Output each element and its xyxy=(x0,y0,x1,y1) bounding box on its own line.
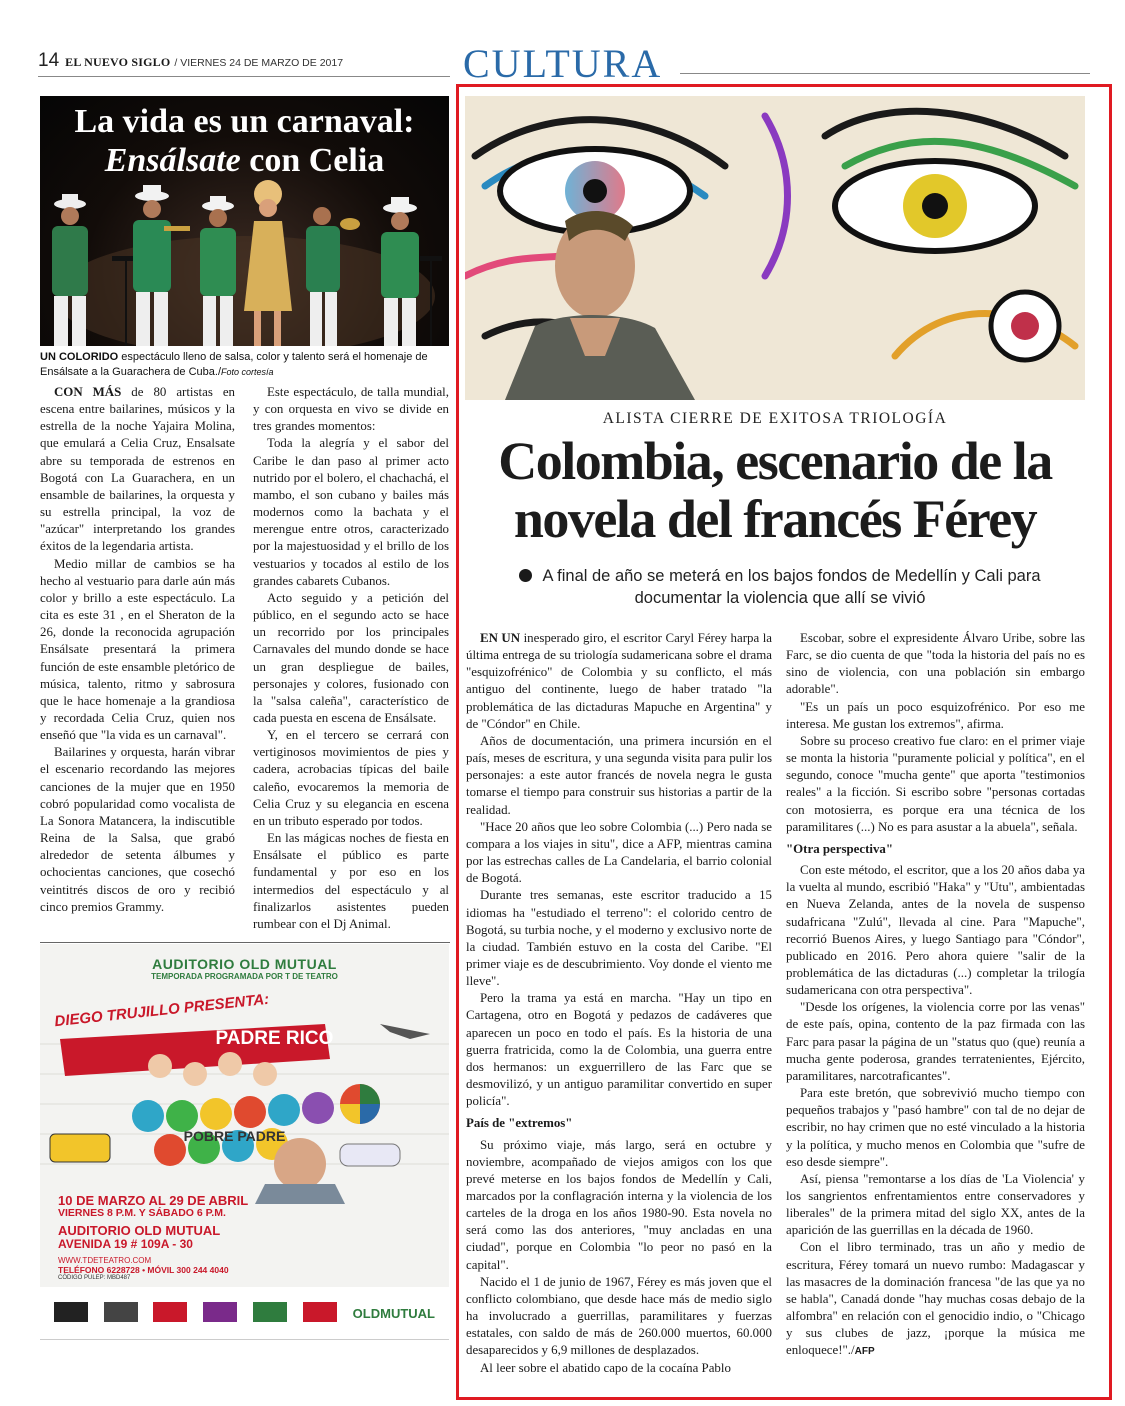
paragraph xyxy=(466,733,772,819)
paragraph-text: Durante tres semanas, este escritor traducido a 15 idiomas ha "estudiado el terreno": el colorido centro de Bogotá, su turbia noche, y el moderno y exclusivo norte de la ciudad. También estuvo en la costa del Caribe. "El primer viaje es de descubrimiento. Voy donde el viento me lleve". xyxy=(466,888,772,989)
ad-code: CÓDIGO PULEP: MBD487 xyxy=(58,1275,131,1282)
issue-date: / VIERNES 24 DE MARZO DE 2017 xyxy=(174,57,344,69)
paragraph xyxy=(40,556,235,745)
paragraph-text: Escobar, sobre el expresidente Álvaro Uribe, sobre las Farc, se dio cuenta de que "toda la historia del país no es sino de violencia, con una población sin embargo adorable". xyxy=(786,631,1085,697)
paragraph: Y, en el tercero se cerrará con vertiginosos movimientos de pies y cadera, acrobacias típicas del baile caleño, evocaremos la memoria de Celia Cruz y su elegancia en escena en un tributo esperado por todos. xyxy=(253,728,449,828)
deck-text: A final de año se meterá en los bajos fondos de Medellín y Cali para documentar la violencia que allí se vivió xyxy=(542,567,1041,608)
ad-show-line1: PADRE RICO xyxy=(215,1028,334,1049)
section-title: CULTURA xyxy=(463,41,663,86)
ad-times: VIERNES 8 P.M. Y SÁBADO 6 P.M. xyxy=(58,1207,226,1220)
paragraph-text: Así, piensa "remontarse a los días de 'La Violencia' y los sangrientos enfrentamientos entre conservadores y liberales" de la primera mitad del siglo XX, antes de la aparición de las guerrillas en la década de 1960. xyxy=(786,1171,1085,1238)
paragraph: Acto seguido y a petición del público, en el segundo acto se hace un recorrido por los principales Carnavales del mundo donde se hace un gran despliegue de bailes, personajes y colores, fusionado con la "salsa caleña", característico de cada puesta en escena de Ensálsate. xyxy=(253,590,449,725)
paragraph xyxy=(466,630,772,733)
paragraph-text: de 80 artistas en escena entre bailarines, músicos y la estrella de la noche Yajaira Molina, que emulará a Celia Cruz, Ensalsate abre su temporada de estrenos en Bogotá con La Guarachera, en un ensamble de bailarines, la orquesta y su estrella principal, la voz de "azúcar" interpretando los grandes éxitos de la legendaria artista. xyxy=(40,385,235,554)
paragraph xyxy=(466,990,772,1110)
paragraph: Toda la alegría y el sabor del Caribe le dan paso al primer acto nutrido por el bolero, el chachachá, el mambo, el son cubano y bailes más modernos como la bachata y el merengue entre otros, caracterizado por la majestuosidad y el brillo de los vestuarios y tocados al estilo de los grandes cabarets Cubanos. xyxy=(253,436,449,588)
paragraph-text: Con el libro terminado, tras un año y medio de escritura, Férey tomará un nuevo rumbo: Madagascar y las masacres de la dominación francesa "de las que ya no se habla", Canadá donde "hay muchas cosas debajo de la alfombra" en relación con el genocidio indio, o "Chicago y sus clubes de jazz, ¡porque la música me enloquece!"./ xyxy=(786,1240,1085,1358)
sponsor-logo xyxy=(104,1302,138,1324)
article-headline: Colombia, escenario de la novela del francés Férey xyxy=(498,431,1052,550)
ferey-photo xyxy=(465,96,1085,400)
paragraph-text: "Hace 20 años que leo sobre Colombia (...) Pero nada se compara a los viajes in situ", dice a AFP, mientras camina por las estrechas calles de La Candelaria, el barrio colonial de Bogotá. xyxy=(466,819,772,886)
paragraph xyxy=(40,744,235,916)
newspaper-name: EL NUEVO SIGLO xyxy=(65,55,171,69)
ad-presenter: DIEGO TRUJILLO PRESENTA: xyxy=(53,990,270,1031)
paragraph-text: Medio millar de cambios se ha hecho al vestuario para darle aún más color y brillo a este espectáculo. La cita es este 31 , en el Sheraton de la 26, donde la reconocida agrupación Ensálsate presentará la primera función de este ensamble pletórico de música, talento, ritmo y sabrosura que le hace homenaje a la grandiosa y recordada Celia Cruz, quien nos enseñó que "la vida es un carnaval". xyxy=(40,556,235,743)
lead-in: CON MÁS xyxy=(54,385,122,399)
lead-in: EN UN xyxy=(480,631,521,645)
paragraph-text: Nacido el 1 de junio de 1967, Férey es más joven que el conflicto colombiano, que desde hace más de medio siglo ha involucrado a guerrillas, paramilitares y fuerzas estatales, con saldo de más de 260.000 muertos, 60.000 desaparecidos y 6,9 millones de desplazados. xyxy=(466,1274,772,1358)
page-header xyxy=(38,50,448,72)
paragraph xyxy=(786,862,1085,999)
paragraph xyxy=(786,999,1085,1085)
ad-season: TEMPORADA PROGRAMADA POR T DE TEATRO xyxy=(151,972,338,981)
ad-details xyxy=(58,1194,288,1282)
paragraph-text: Sobre su proceso creativo fue claro: en el primer viaje se monta la historia "puramente policial y política", en el segundo, conoce "mucha gente" que aporta "testimonios reales" a la ficción. Si escribo sobre "personas cortadas con motosierra, es porque era una técnica de los paramilitares (...) No es para asustar a la abuela", señala. xyxy=(786,733,1085,834)
paragraph xyxy=(786,1085,1085,1171)
photo-caption xyxy=(40,350,450,380)
paragraph xyxy=(786,1239,1085,1359)
caption-lead: UN COLORIDO xyxy=(40,351,119,363)
subheading xyxy=(786,841,1085,858)
ad-phones: TELÉFONO 6228728 • MÓVIL 300 244 4040 xyxy=(58,1265,229,1276)
paragraph: Este espectáculo, de talla mundial, y con orquesta en vivo se divide en tres grandes momentos: xyxy=(253,385,449,434)
article-column-2 xyxy=(786,630,1085,1360)
bullet-icon xyxy=(519,569,532,582)
paragraph xyxy=(786,733,1085,836)
paragraph-text: Con este método, el escritor, que a los 20 años daba ya la vuelta al mundo, escribió "Haka" y "Utu", ambientadas en Nueva Zelanda, antes de la novela de suspenso sudafricana "Zulú", llevada al cine. Para "Mapuche", recorrió Buenos Aires, y luego Santiago para "Cóndor", publicado en 2016. Pero ahora quiere "salir de la problemática de las dictaduras (...) completar la trilogía sudamericana con otra perspectiva". xyxy=(786,863,1085,998)
ad-address: AVENIDA 19 # 109A - 30 xyxy=(58,1237,193,1252)
paragraph-text: Bailarines y orquesta, harán vibrar el escenario recordando las mejores canciones de la mujer que en 1950 cobró popularidad como vocalista de La Sonora Matancera, la indiscutible Reina de la Salsa, que grabó alrededor de setenta álbumes y ochocientas canciones, que cosechó veintitrés discos de oro y recibió cinco premios Grammy. xyxy=(40,745,235,914)
sponsor-logo xyxy=(153,1302,187,1324)
sponsor-logo xyxy=(303,1302,337,1324)
ad-illustration xyxy=(40,984,449,1204)
ad-sponsor-strip xyxy=(40,1287,449,1339)
ad-dates: 10 DE MARZO AL 29 DE ABRIL xyxy=(58,1193,249,1208)
sponsor-logo xyxy=(203,1302,237,1324)
paragraph-text: "Desde los orígenes, la violencia corre por las venas" de este país, opina, contento de la paz firmada con las Farc para pasar la página de un "status quo (que) reunía a mucha gente poderosa, grandes terratenientes, Ejército, paramilitares, narcotraficantes". xyxy=(786,1000,1085,1083)
paragraph-text: Su próximo viaje, más largo, será en octubre y noviembre, acompañado de viejos amigos con los que prevé meterse en los bajos fondos de Medellín y Cali, marcados por la conflagración interna y la violencia de los carteles de la droga en los años 1980-90. Esta novela no será como las dos anteriores, "muy ancladas en una ciudad", porque en Colombia "lo peor no pasó en la capital". xyxy=(466,1137,772,1272)
ad-venue-title: AUDITORIO OLD MUTUAL xyxy=(152,956,337,972)
paragraph-text: "Es un país un poco esquizofrénico. Por eso me interesa. Me gustan los extremos", afirma. xyxy=(786,699,1085,731)
paragraph-text: Al leer sobre el abatido capo de la cocaína Pablo xyxy=(480,1360,731,1375)
left-title-rest: con Celia xyxy=(240,142,385,180)
paragraph xyxy=(466,887,772,990)
agency-credit: AFP xyxy=(854,1346,875,1358)
paragraph xyxy=(786,1171,1085,1240)
paragraph-text: Para este bretón, que sobrevivió mucho tiempo con pequeños trabajos y "pasó hambre" con tal de no dejar de escribir, no hay crimen que no esté vinculado a la historia y la política, y mucho menos en Colombia que "sufre de eso desde siempre". xyxy=(786,1086,1085,1169)
ad-venue: AUDITORIO OLD MUTUAL xyxy=(58,1222,221,1238)
subheading xyxy=(466,1115,772,1132)
article-column-1 xyxy=(466,630,772,1377)
ad-show-line2: POBRE PADRE xyxy=(183,1128,286,1144)
old-mutual-logo: OLDMUTUAL xyxy=(352,1305,435,1321)
ad-rule xyxy=(40,942,450,943)
paragraph-text: inesperado giro, el escritor Caryl Férey harpa la última entrega de su triología sudamericana sobre el drama "esquizofrénico" de Colombia y su conflicto, el más antiguo del continente, luego de haber tratado "la problemática de las dictaduras Mapuche en Argentina" y de "Cóndor" en Chile. xyxy=(466,631,772,731)
left-column-1 xyxy=(40,384,235,916)
paragraph xyxy=(786,630,1085,699)
carnaval-photo xyxy=(40,96,449,346)
sponsor-logo xyxy=(253,1302,287,1324)
left-column-2 xyxy=(253,384,449,933)
graffiti-illustration xyxy=(465,96,1085,400)
caption-credit: Foto cortesía xyxy=(221,366,274,377)
paragraph xyxy=(466,1274,772,1360)
sponsor-logo xyxy=(54,1302,88,1324)
paragraph xyxy=(786,699,1085,733)
left-title-italic: Ensálsate xyxy=(104,142,241,180)
paragraph-text: Pero la trama ya está en marcha. "Hay un tipo en Cartagena, otro en Bogotá y pedazos de cadáveres que aparecen un poco en todo el país. Es la historia de una guerra fratricida, como la de Colombia, una guerra entre dos hermanos: un exguerrillero de las Farc que se desmovilizó, y un antiguo paramilitar convertido en super policía". xyxy=(466,991,772,1109)
band-illustration xyxy=(40,96,449,346)
ad-web[interactable]: WWW.TDETEATRO.COM xyxy=(58,1256,152,1266)
paragraph: En las mágicas noches de fiesta en Ensálsate el público es parte fundamental y por eso en los intermedios del espectáculo y al finalizarlos asistentes pueden rumbear con el Dj Animal. xyxy=(253,831,449,931)
section-rule xyxy=(680,73,1090,74)
paragraph xyxy=(466,1137,772,1274)
paragraph xyxy=(40,384,235,556)
article-kicker: ALISTA CIERRE DE EXITOSA TRIOLOGÍA xyxy=(602,410,948,427)
left-title-line1: La vida es un carnaval: xyxy=(74,103,415,140)
theater-ad[interactable] xyxy=(40,944,449,1340)
page-number: 14 xyxy=(38,50,60,71)
paragraph-text: País de "extremos" xyxy=(466,1116,573,1131)
paragraph xyxy=(466,1360,772,1377)
paragraph-text: Años de documentación, una primera incursión en el país, meses de escritura, y una segunda visita para pulir los personajes: a este autor francés de novela negra le gusta tomarse el tiempo para construir sus historias a partir de la realidad. xyxy=(466,733,772,817)
paragraph-text: "Otra perspectiva" xyxy=(786,841,894,856)
article-deck xyxy=(480,565,1080,610)
caption-text: espectáculo lleno de salsa, color y talento será el homenaje de Ensálsate a la Guarachera de Cuba./ xyxy=(40,351,428,378)
paragraph xyxy=(466,819,772,888)
header-rule xyxy=(38,76,450,77)
